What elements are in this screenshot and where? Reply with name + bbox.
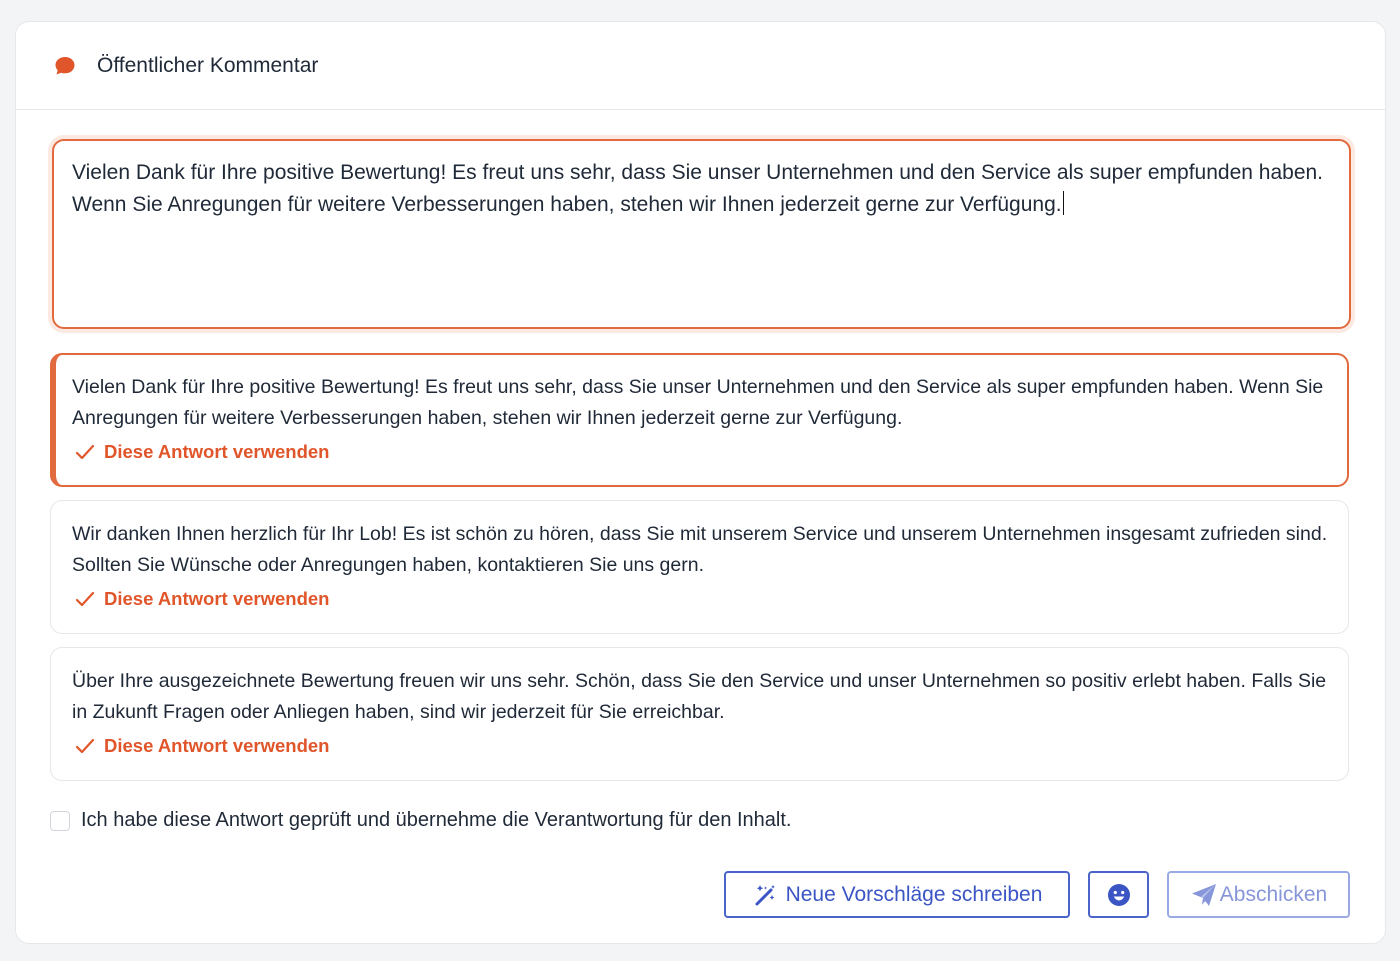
use-suggestion-button[interactable]: [72, 441, 1327, 463]
suggestion-card-3[interactable]: [50, 647, 1349, 781]
card-header: [16, 22, 1385, 110]
paper-plane-icon: [1190, 882, 1218, 908]
suggestion-card-1[interactable]: [50, 353, 1349, 487]
suggestion-text: Vielen Dank für Ihre positive Bewertung! Es freut uns sehr, dass Sie unser Unternehmen und den Service als super empfunden haben. Wenn Sie Anregungen für weitere Verbesserungen haben, stehen wir Ihnen jederzeit gerne zur Verfügung.: [72, 376, 1324, 429]
speech-bubble-icon: [53, 54, 77, 78]
use-suggestion-label: Diese Antwort verwenden: [104, 735, 330, 756]
suggestion-card-2[interactable]: [50, 500, 1349, 634]
magic-wand-icon: [752, 882, 778, 908]
responsibility-confirmation[interactable]: [50, 809, 791, 832]
send-button[interactable]: [1167, 871, 1350, 918]
text-caret: [1063, 191, 1064, 215]
check-icon: [74, 441, 96, 463]
smiley-icon: [1106, 882, 1132, 908]
new-suggestions-button[interactable]: [724, 871, 1070, 918]
public-comment-card: [15, 21, 1386, 944]
send-label: Abschicken: [1219, 882, 1328, 906]
use-suggestion-button[interactable]: [72, 588, 1328, 610]
emoji-button[interactable]: [1088, 871, 1149, 918]
check-icon: [74, 735, 96, 757]
check-icon: [74, 588, 96, 610]
card-title: Öffentlicher Kommentar: [97, 53, 319, 77]
suggestion-text: Wir danken Ihnen herzlich für Ihr Lob! Es ist schön zu hören, dass Sie mit unserem Service und unserem Unternehmen insgesamt zufrieden sind. Sollten Sie Wünsche oder Anregungen haben, kontaktieren Sie uns gern.: [72, 523, 1328, 576]
responsibility-checkbox[interactable]: [50, 811, 70, 831]
use-suggestion-button[interactable]: [72, 735, 1328, 757]
new-suggestions-label: Neue Vorschläge schreiben: [785, 882, 1043, 906]
use-suggestion-label: Diese Antwort verwenden: [104, 588, 330, 609]
reply-textarea[interactable]: [52, 139, 1351, 329]
suggestion-text: Über Ihre ausgezeichnete Bewertung freuen wir uns sehr. Schön, dass Sie den Service und unser Unternehmen so positiv erlebt haben. Falls Sie in Zukunft Fragen oder Anliegen haben, sind wir jederzeit für Sie erreichbar.: [72, 670, 1327, 723]
reply-text: Vielen Dank für Ihre positive Bewertung! Es freut uns sehr, dass Sie unser Unternehmen und den Service als super empfunden haben. Wenn Sie Anregungen für weitere Verbesserungen haben, stehen wir Ihnen jederzeit gerne zur Verfügung.: [72, 161, 1324, 216]
use-suggestion-label: Diese Antwort verwenden: [104, 441, 330, 462]
responsibility-label: Ich habe diese Antwort geprüft und übernehme die Verantwortung für den Inhalt.: [81, 809, 792, 831]
